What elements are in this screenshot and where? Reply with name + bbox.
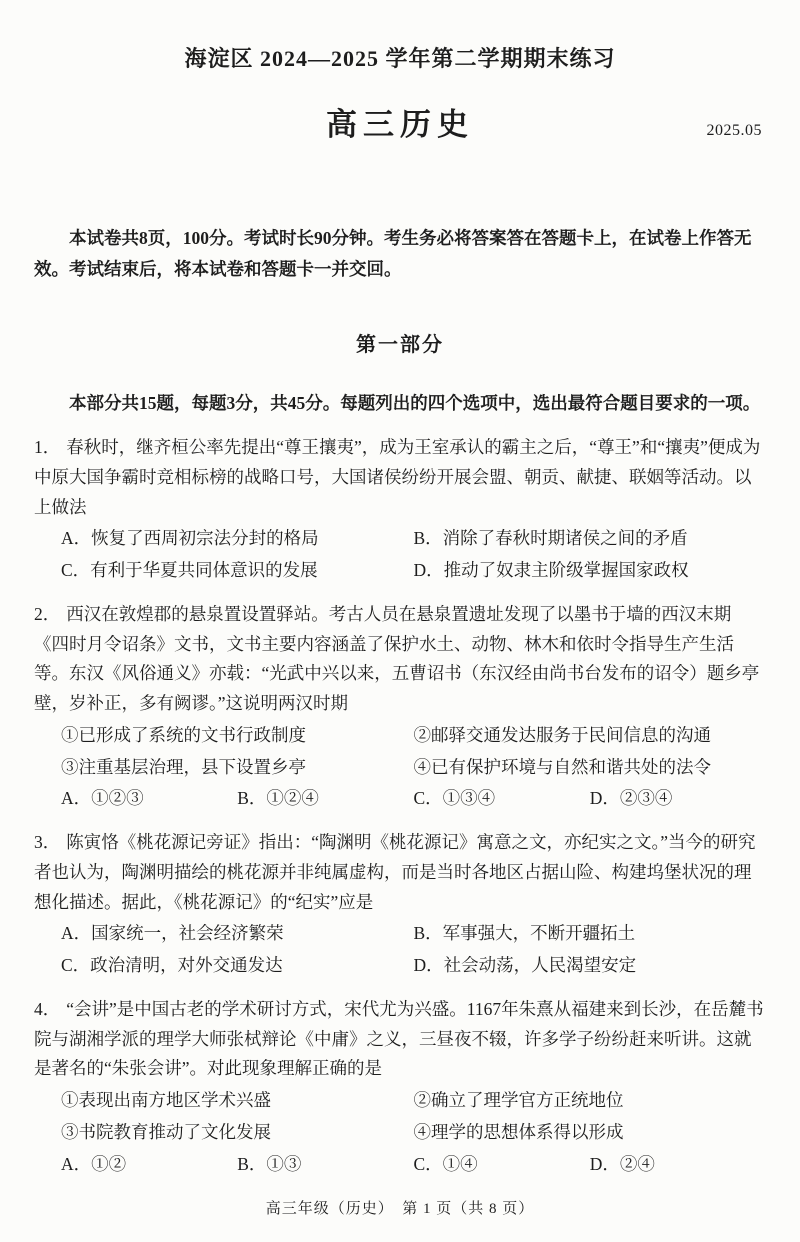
question-1-option-b: B．消除了春秋时期诸侯之间的矛盾 [413,528,688,549]
question-4-answer-b: B．①③ [237,1153,302,1174]
question-4-statement-1: ①表现出南方地区学术兴盛 [61,1090,271,1110]
question-2-statements [34,721,766,783]
question-1-option-a: A．恢复了西周初宗法分封的格局 [61,528,319,549]
question-2-answer-a: A．①②③ [61,788,144,809]
question-2-statement-3: ③注重基层治理，县下设置乡亭 [61,756,306,777]
question-2-text: 西汉在敦煌郡的悬泉置设置驿站。考古人员在悬泉置遗址发现了以墨书于墙的西汉末期《四时月令诏条》文书，文书主要内容涵盖了保护水土、动物、林木和依时令指导生产生活等。东汉《风俗通义》亦载：“光武中兴以来，五曹诏书（东汉经由尚书台发布的诏令）题乡亭壁，岁补正，多有阙谬。”这说明两汉时期 [34,603,760,713]
question-2-answer-c: C．①③④ [413,788,496,809]
question-4-statement-4: ④理学的思想体系得以形成 [413,1121,624,1142]
question-2-stem [34,600,766,719]
question-3-stem [34,828,766,917]
question-3-option-c: C．政治清明，对外交通发达 [61,955,283,975]
question-2-answers [34,784,766,814]
question-4-statement-2: ②确立了理学官方正统地位 [413,1090,624,1110]
question-3-number: 3． [34,832,61,852]
subject-row [34,99,766,143]
exam-header-title: 海淀区 2024—2025 学年第二学期期末练习 [184,46,616,71]
question-4-answers [34,1150,766,1180]
section-title: 第一部分 [356,334,444,357]
question-2-statement-4: ④已有保护环境与自然和谐共处的法令 [413,756,711,777]
question-4-number: 4． [34,998,61,1019]
exam-instructions: 本试卷共8页，100分。考试时长90分钟。考生务必将答案答在答题卡上，在试卷上作答无效。考试结束后，将本试卷和答题卡一并交回。 [34,228,752,279]
question-1-options [34,524,766,586]
question-3-option-a: A．国家统一，社会经济繁荣 [61,923,284,944]
question-2-statement-2: ②邮驿交通发达服务于民间信息的沟通 [413,724,711,745]
question-3-text: 陈寅恪《桃花源记旁证》指出：“陶渊明《桃花源记》寓意之文，亦纪实之文。”当今的研究者也认为，陶渊明描绘的桃花源并非纯属虚构，而是当时各地区占据山险、构建坞堡状况的理想化描述。据此，《桃花源记》的“纪实”应是 [34,832,756,912]
question-4-stem [34,995,766,1084]
question-3-option-d: D．社会动荡，人民渴望安定 [413,955,637,975]
question-1 [34,433,766,586]
question-2 [34,600,766,814]
question-4-answer-c: C．①④ [413,1153,478,1174]
subject-title: 高三历史 [326,107,474,142]
question-4 [34,995,766,1180]
question-1-option-c: C．有利于华夏共同体意识的发展 [61,560,318,580]
question-4-statements [34,1086,766,1148]
question-4-statement-3: ③书院教育推动了文化发展 [61,1121,271,1142]
question-1-option-d: D．推动了奴隶主阶级掌握国家政权 [413,560,689,580]
question-1-stem [34,433,766,522]
question-3-options [34,919,766,981]
question-4-answer-d: D．②④ [589,1153,655,1174]
question-4-text: “会讲”是中国古老的学术研讨方式，宋代尤为兴盛。1167年朱熹从福建来到长沙，在岳麓书院与湖湘学派的理学大师张栻辩论《中庸》之义，三昼夜不辍，许多学子纷纷赶来听讲。这就是著名的“朱张会讲”。对此现象理解正确的是 [34,998,764,1079]
question-2-statement-1: ①已形成了系统的文书行政制度 [61,724,306,745]
question-4-answer-a: A．①② [61,1153,127,1174]
question-1-text: 春秋时，继齐桓公率先提出“尊王攘夷”，成为王室承认的霸主之后，“尊王”和“攘夷”便成为中原大国争霸时竞相标榜的战略口号，大国诸侯纷纷开展会盟、朝贡、献捷、联姻等活动。以上做法 [34,437,761,517]
section-instructions: 本部分共15题，每题3分，共45分。每题列出的四个选项中，选出最符合题目要求的一项。 [69,393,761,414]
question-2-answer-d: D．②③④ [589,788,673,809]
question-1-number: 1． [34,437,61,457]
question-3 [34,828,766,981]
question-2-number: 2． [34,603,61,624]
page-footer: 高三年级（历史） 第 1 页（共 8 页） [265,1201,535,1218]
question-3-option-b: B．军事强大，不断开疆拓土 [413,923,636,944]
exam-date: 2025.05 [706,122,762,139]
question-2-answer-b: B．①②④ [237,788,319,809]
